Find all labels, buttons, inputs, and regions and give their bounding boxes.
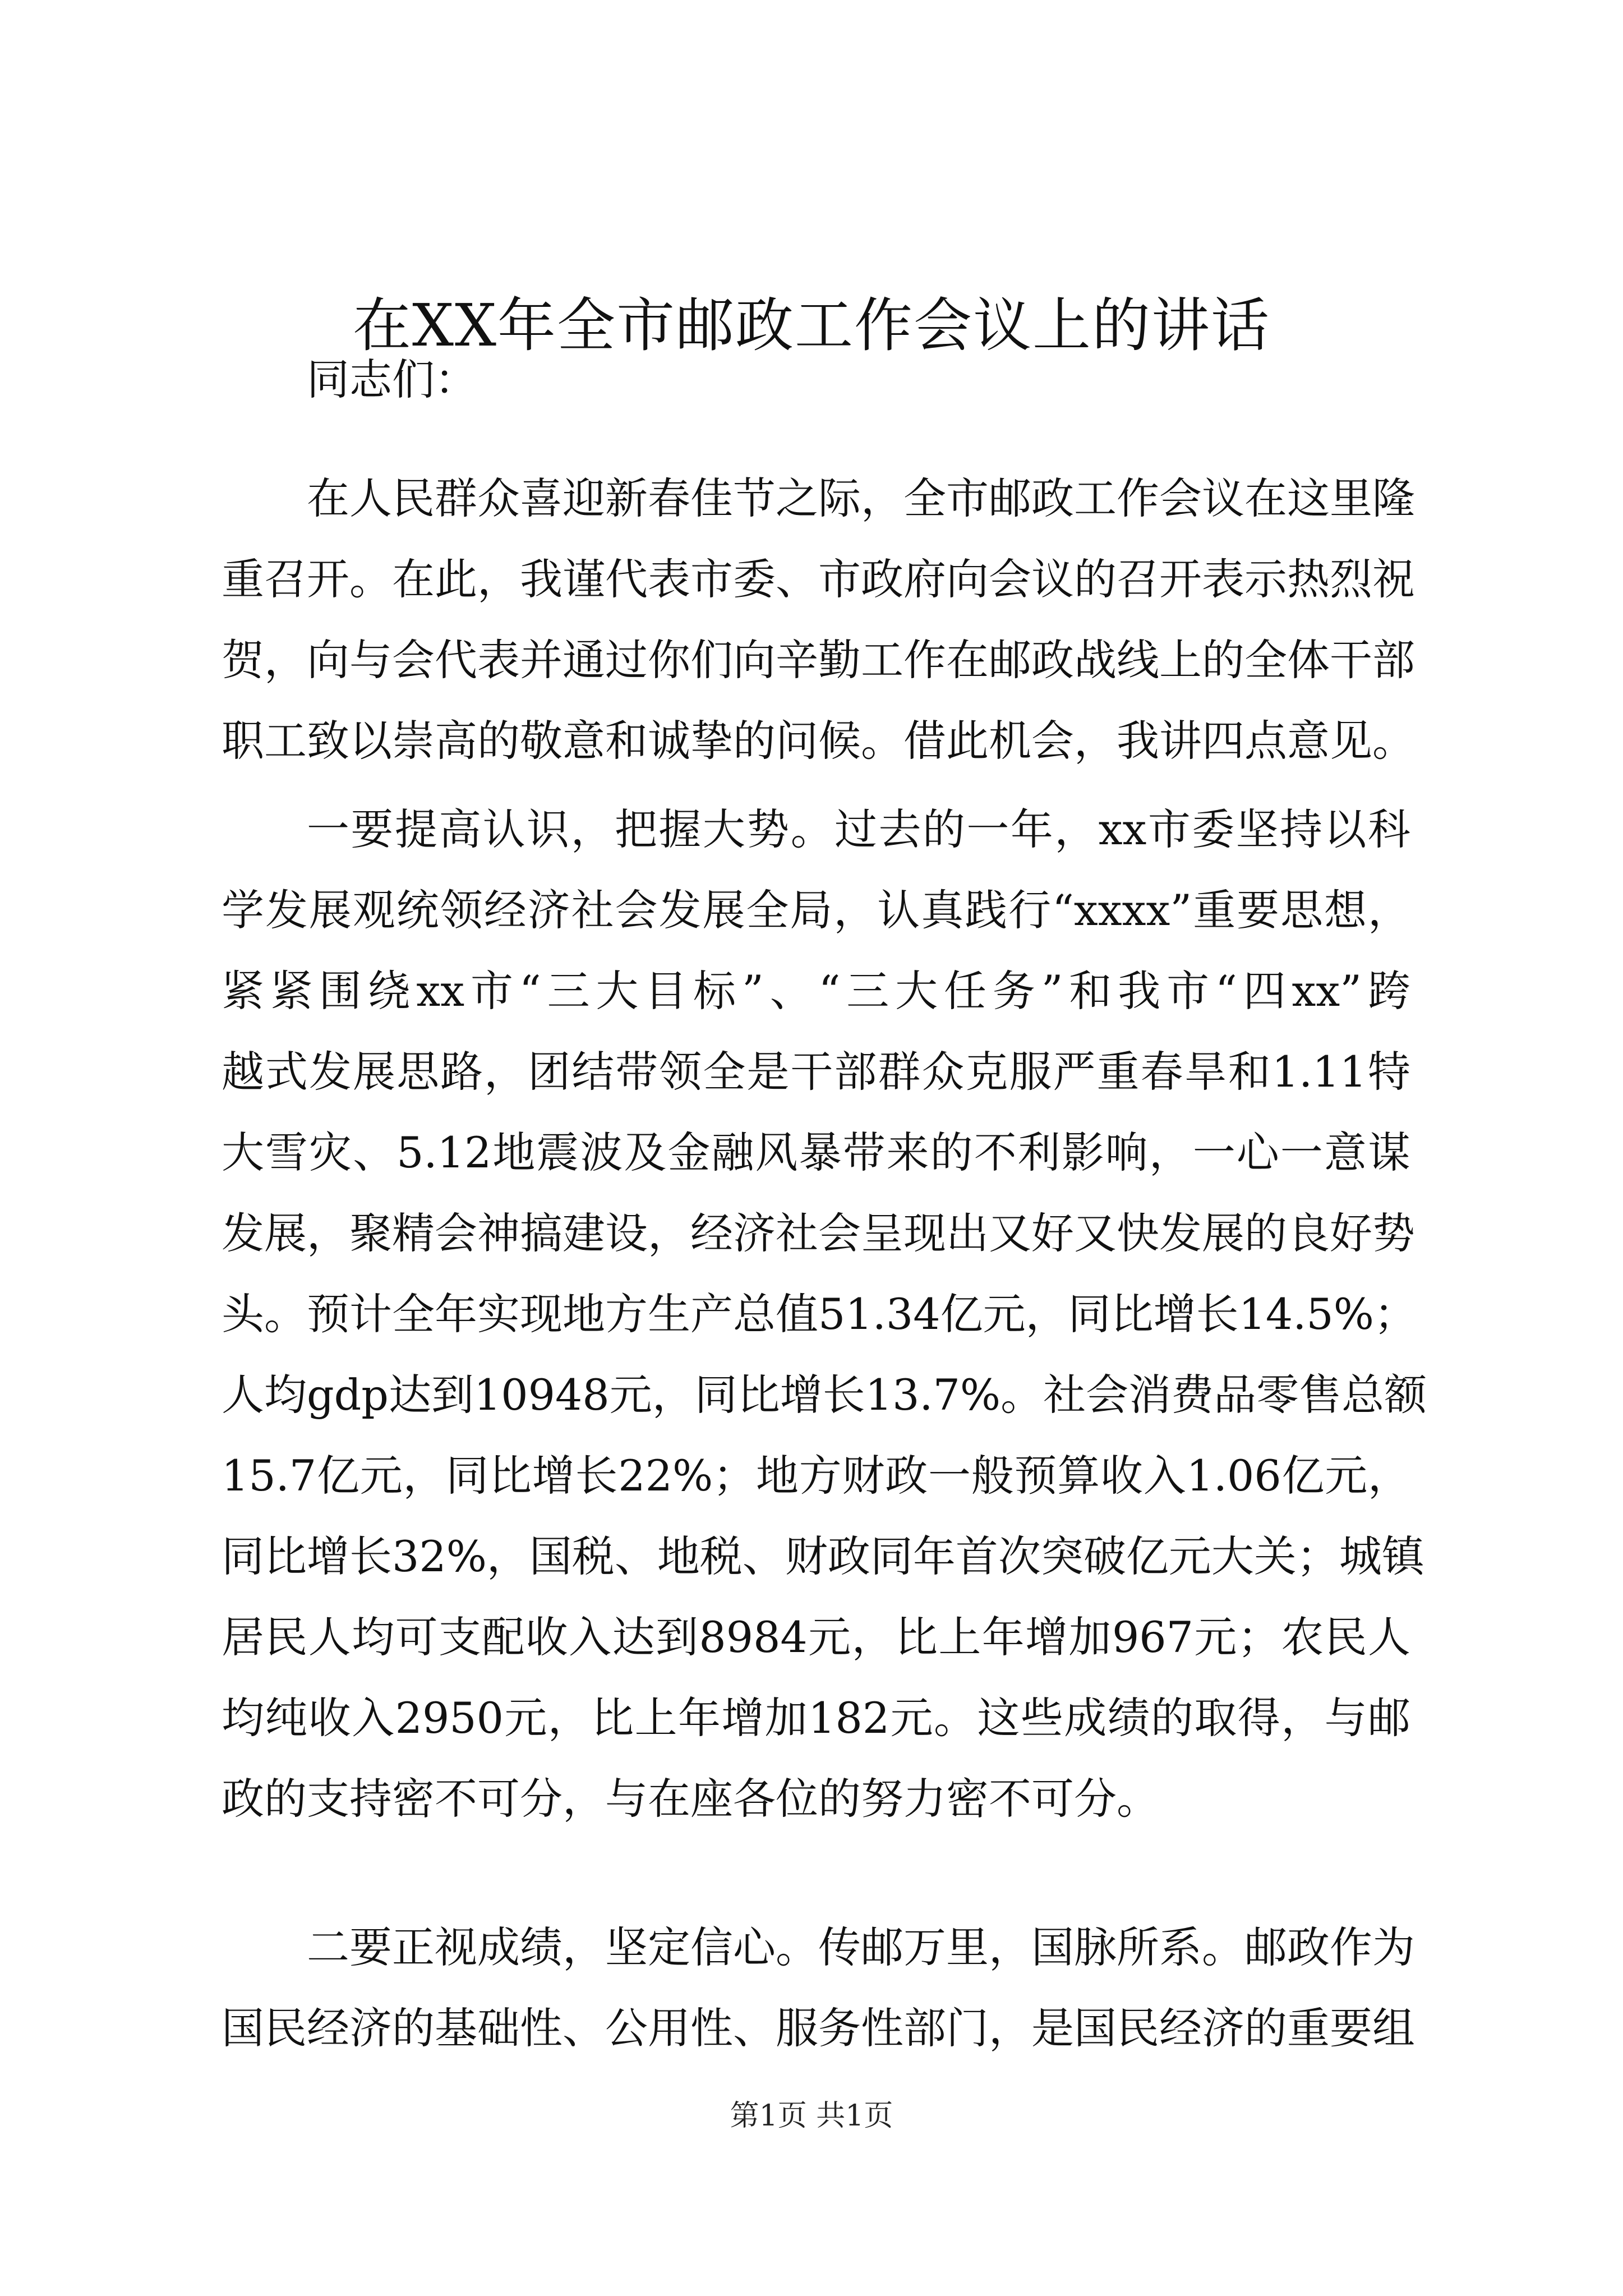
document-title: 在XX年全市邮政工作会议上的讲话	[352, 291, 1271, 360]
paragraph-line: 政的支持密不可分，与在座各位的努力密不可分。	[222, 1774, 1159, 1824]
paragraph-line: 发展，聚精会神搞建设，经济社会呈现出又好又快发展的良好势	[222, 1208, 1415, 1258]
paragraph-line: 居民人均可支配收入达到8984元，比上年增加967元；农民人	[222, 1612, 1410, 1662]
paragraph-3	[222, 1907, 1415, 2069]
salutation-line: 同志们：	[307, 355, 477, 404]
paragraph-line: 一要提高认识，把握大势。过去的一年，xx市委坚持以科	[307, 804, 1410, 854]
paragraph-line: 头。预计全年实现地方生产总值51.34亿元，同比增长14.5%；	[222, 1289, 1417, 1339]
paragraph-line: 二要正视成绩，坚定信心。传邮万里，国脉所系。邮政作为	[307, 1922, 1415, 1972]
paragraph-2	[222, 789, 1427, 1839]
paragraph-line: 学发展观统领经济社会发展全局，认真践行“xxxx”重要思想，	[222, 885, 1410, 935]
paragraph-line: 越式发展思路，团结带领全是干部群众克服严重春旱和1.11特	[222, 1047, 1410, 1097]
paragraph-1	[222, 458, 1415, 781]
paragraph-line: 在人民群众喜迎新春佳节之际，全市邮政工作会议在这里隆	[307, 473, 1415, 523]
paragraph-line: 大雪灾、5.12地震波及金融风暴带来的不利影响，一心一意谋	[222, 1128, 1410, 1177]
paragraph-line: 紧紧围绕xx市“三大目标”、“三大任务”和我市“四xx”跨	[222, 966, 1410, 1016]
paragraph-line: 重召开。在此，我谨代表市委、市政府向会议的召开表示热烈祝	[222, 554, 1415, 604]
paragraph-line: 职工致以崇高的敬意和诚挚的问候。借此机会，我讲四点意见。	[222, 716, 1415, 766]
paragraph-line: 贺，向与会代表并通过你们向辛勤工作在邮政战线上的全体干部	[222, 635, 1415, 685]
paragraph-line: 15.7亿元，同比增长22%；地方财政一般预算收入1.06亿元，	[222, 1451, 1410, 1501]
paragraph-line: 人均gdp达到10948元，同比增长13.7%。社会消费品零售总额	[222, 1370, 1427, 1420]
paragraph-line: 均纯收入2950元，比上年增加182元。这些成绩的取得，与邮	[222, 1693, 1410, 1743]
page-footer: 第1页 共1页	[730, 2099, 893, 2133]
paragraph-line: 同比增长32%，国税、地税、财政同年首次突破亿元大关；城镇	[222, 1531, 1424, 1581]
salutation	[222, 339, 1410, 420]
paragraph-line: 国民经济的基础性、公用性、服务性部门，是国民经济的重要组	[222, 2003, 1415, 2053]
